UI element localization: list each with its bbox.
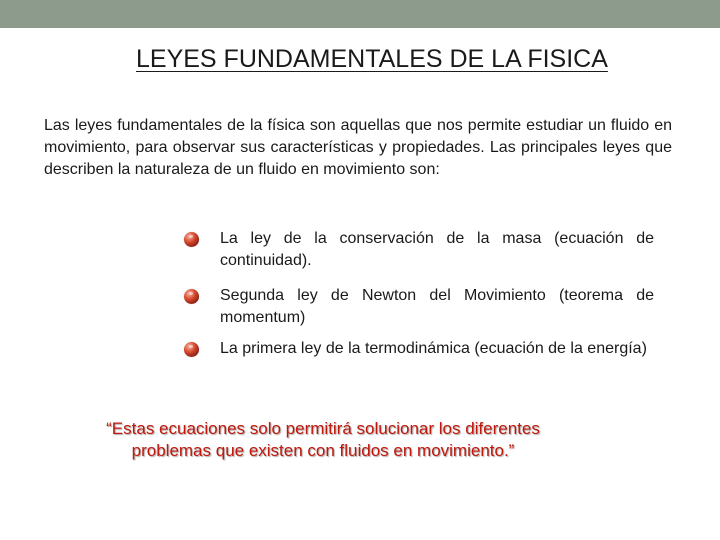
list-item: [184, 228, 654, 272]
sphere-bullet-icon: [184, 289, 199, 304]
top-banner: [0, 0, 720, 28]
highlight-quote: “Estas ecuaciones solo permitirá solucionar los diferentes problemas que existen con fluidos en movimiento.”: [106, 419, 540, 460]
sphere-bullet-icon: [184, 342, 199, 357]
law-text: La primera ley de la termodinámica (ecuación de la energía): [220, 340, 647, 357]
list-item: [184, 285, 654, 329]
slide-title: LEYES FUNDAMENTALES DE LA FISICA: [136, 45, 608, 73]
list-item: [184, 338, 654, 360]
law-text: La ley de la conservación de la masa (ecuación de continuidad).: [220, 230, 654, 269]
intro-paragraph: Las leyes fundamentales de la física son aquellas que nos permite estudiar un fluido en movimiento, para observar sus características y propiedades. Las principales leyes que describen la naturaleza de un fluido en movimiento son:: [44, 117, 672, 178]
sphere-bullet-icon: [184, 232, 199, 247]
law-text: Segunda ley de Newton del Movimiento (teorema de momentum): [220, 287, 654, 326]
laws-list: [184, 228, 654, 373]
